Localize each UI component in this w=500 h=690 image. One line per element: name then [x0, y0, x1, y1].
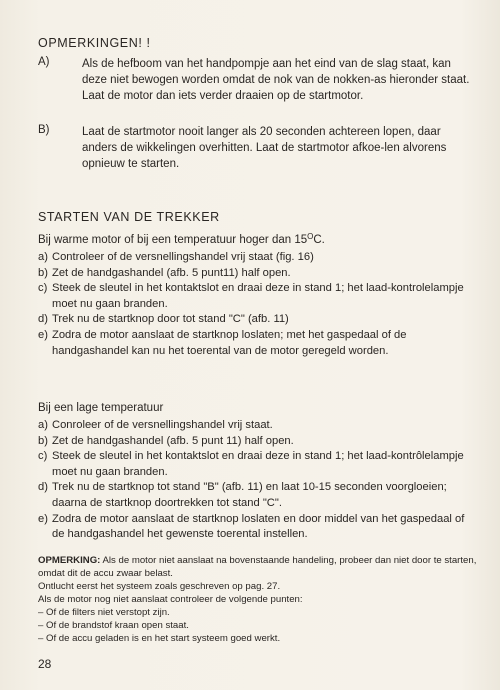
page-number: 28 [38, 657, 52, 671]
cold-heading: Bij een lage temperatuur [38, 402, 164, 414]
item-text: Zet de handgashandel (afb. 5 punt11) half open. [52, 266, 291, 279]
note-line-2: Ontlucht eerst het systeem zoals geschreven op pag. 27. [38, 581, 281, 592]
list-item [38, 434, 478, 450]
item-label: e) [38, 512, 48, 525]
list-item [38, 449, 478, 480]
note-block [38, 554, 478, 645]
item-label: b) [38, 266, 48, 279]
item-text: Steek de sleutel in het kontaktslot en draai deze in stand 1; het laad-kontrolelampje moet nu gaan branden. [52, 282, 464, 310]
degree-sup: O [307, 232, 314, 241]
item-text: Steek de sleutel in het kontaktslot en draai deze in stand 1; het laad-kontrôlelampje moet nu gaan branden. [52, 450, 464, 478]
item-label: a) [38, 251, 48, 263]
item-text: Zodra de motor aanslaat de startknop loslaten en door middel van het gaspedaal of de handgashandel het gewenste toerental instellen. [52, 512, 465, 541]
item-text: Trek nu de startknop door tot stand "C" (afb. 11) [52, 313, 289, 326]
note-line-3: Als de motor nog niet aanslaat controleer de volgende punten: [38, 594, 303, 605]
note-text: Als de motor niet aanslaat na bovenstaande handeling, probeer dan niet door te starten, omdat dit de accu zwaar belast. [38, 555, 477, 579]
warm-heading [38, 232, 325, 246]
item-text: Trek nu de startknop tot stand "B" (afb. 11) en laat 10-15 seconden voorgloeien; daarna de startknop doortrekken tot stand "C". [52, 481, 447, 509]
remark-b-text: Laat de startmotor nooit langer als 20 seconden achtereen lopen, daar anders de wikkelingen overhitten. Laat de startmotor afkoe-len alvorens opnieuw te starten. [82, 126, 447, 170]
warm-heading-text: Bij warme motor of bij een temperatuur hoger dan 15 [38, 234, 308, 246]
list-item [38, 480, 478, 511]
item-label: e) [38, 328, 48, 341]
list-item [38, 328, 478, 359]
check-item: – Of de accu geladen is en het start systeem goed werkt. [38, 633, 281, 644]
note-label: OPMERKING: [38, 555, 101, 566]
list-item [38, 418, 478, 434]
item-label: b) [38, 434, 48, 447]
item-text: Zet de handgashandel (afb. 5 punt 11) half open. [52, 434, 294, 447]
list-item [38, 266, 478, 282]
item-text: Conroleer of de versnellingshandel vrij staat. [52, 419, 273, 431]
item-text: Controleer of de versnellingshandel vrij staat (fig. 16) [52, 251, 314, 263]
list-item [38, 312, 478, 328]
list-item [38, 512, 478, 543]
note-line-1 [38, 554, 478, 580]
warm-heading-suffix: C. [313, 234, 325, 246]
item-text: Zodra de motor aanslaat de startknop loslaten; met het gaspedaal of de handgashandel kan nu het toerental van de motor geregeld worden. [52, 328, 407, 357]
cold-steps [38, 418, 478, 543]
warm-steps [38, 250, 478, 359]
item-label: a) [38, 419, 48, 431]
item-label: c) [38, 282, 48, 295]
item-label: d) [38, 481, 48, 494]
list-item [38, 250, 478, 266]
check-item: – Of de brandstof kraan open staat. [38, 620, 189, 631]
item-label: c) [38, 450, 48, 463]
item-label: d) [38, 313, 48, 326]
remark-b-label: B) [38, 124, 50, 136]
remarks-title: OPMERKINGEN! ! [38, 36, 151, 50]
list-item [38, 281, 478, 312]
remark-a-text: Als de hefboom van het handpompje aan het eind van de slag staat, kan deze niet bewogen worden omdat de nok van de nokken-as hieronder staat. Laat de motor dan iets verder draaien op de startmotor. [82, 58, 470, 102]
check-item: – Of de filters niet verstopt zijn. [38, 607, 170, 618]
remark-a-label: A) [38, 56, 50, 68]
starting-title: STARTEN VAN DE TREKKER [38, 210, 220, 224]
